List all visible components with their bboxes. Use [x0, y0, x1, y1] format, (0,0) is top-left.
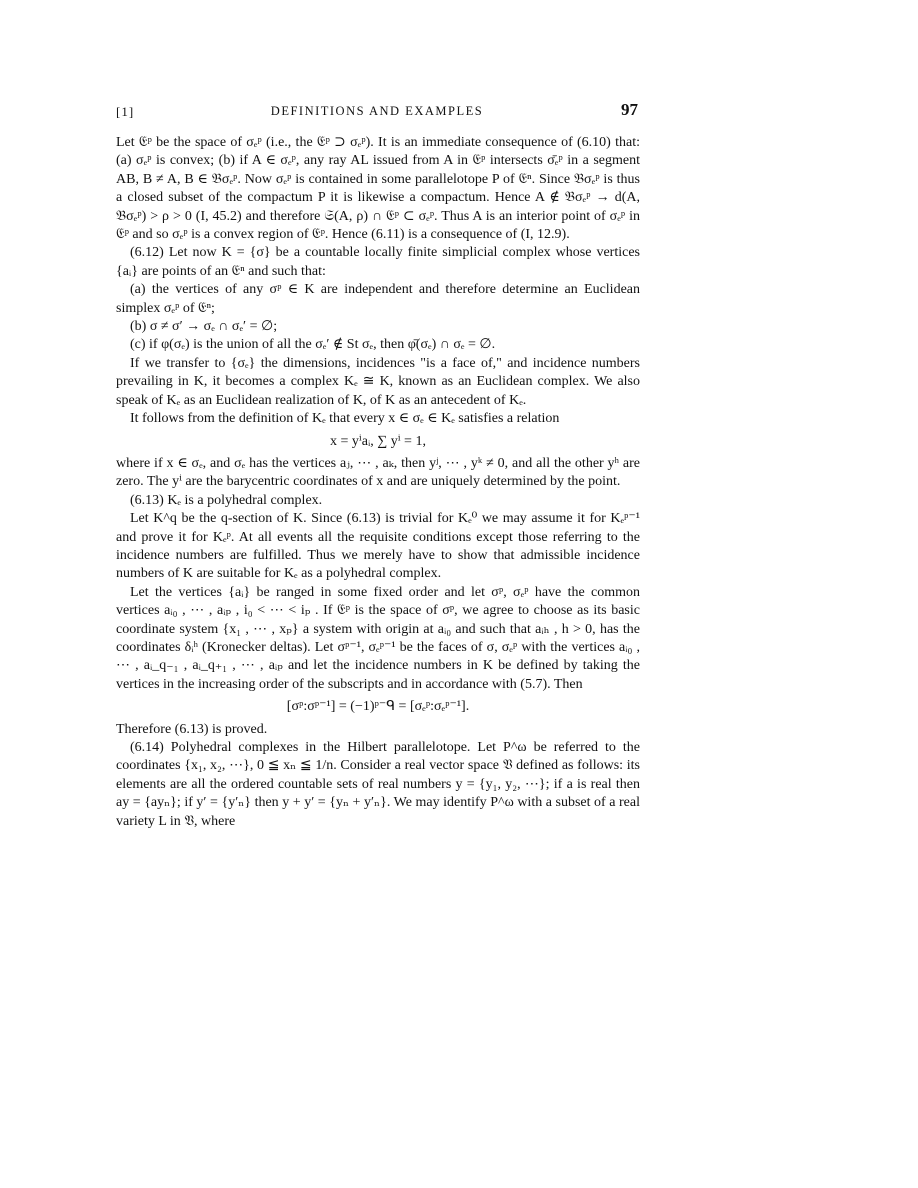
paragraph-euclidean-complex: If we transfer to {σₑ} the dimensions, incidences "is a face of," and incidence numbers prevailing in K, it becomes a complex Kₑ ≅ K, known as an Euclidean complex. We also speak of Kₑ as an Euclidean realization of K, of K as an antecedent of Kₑ. — [116, 355, 640, 408]
paragraph-barycentric: where if x ∈ σₑ, and σₑ has the vertices aⱼ, ⋯ , aₖ, then yʲ, ⋯ , yᵏ ≠ 0, and all the other yʰ are zero. The yⁱ are the barycentric coordinates of x and are uniquely determined by the point. — [116, 455, 640, 490]
equation-incidence: [σᵖ:σᵖ⁻¹] = (−1)ᵖ⁻ᑫ = [σₑᵖ:σₑᵖ⁻¹]. — [286, 699, 470, 715]
paragraph-6-14: (6.14) Polyhedral complexes in the Hilbert parallelotope. Let P^ω be referred to the coordinates {x₁, x₂, ⋯}, 0 ≦ xₙ ≦ 1/n. Consider a real vector space 𝔙 defined as follows: its elements are all the ordered countable sets of real numbers y = {y₁, y₂, ⋯}; if a is real then ay = {ayₙ}; if y′ = {y′ₙ} then y + y′ = {yₙ + y′ₙ}. We may identify P^ω with a subset of a real variety L in 𝔙, where — [116, 740, 640, 829]
paragraph-relation: It follows from the definition of Kₑ that every x ∈ σₑ ∈ Kₑ satisfies a relation — [130, 411, 560, 427]
equation-barycentric: x = yⁱaᵢ, ∑ yⁱ = 1, — [330, 433, 426, 449]
running-header — [116, 100, 638, 122]
paragraph-vertices-order: Let the vertices {aᵢ} be ranged in some fixed order and let σᵖ, σₑᵖ have the common vertices aᵢ₀ , ⋯ , aᵢₚ , i₀ < ⋯ < iₚ . If 𝔈ᵖ is the space of σᵖ, we agree to choose as its basic coordinate system {x₁ , ⋯ , xₚ} a system with origin at aᵢ₀ and such that aᵢₕ , h > 0, has the coordinates δᵢʰ (Kronecker deltas). Let σᵖ⁻¹, σₑᵖ⁻¹ be the faces of σ, σₑᵖ with the vertices aᵢ₀ , ⋯ , aᵢ_q₋₁ , aᵢ_q₊₁ , ⋯ , aᵢₚ and let the incidence numbers in K be defined by taking the vertices in the increasing order of the subscripts and in accordance with (5.7). Then — [116, 584, 640, 692]
page-number: 97 — [621, 100, 638, 119]
condition-c: (c) if φ(σₑ) is the union of all the σₑ′ ∉ St σₑ, then φ̄(σₑ) ∩ σₑ = ∅. — [130, 337, 496, 353]
page-body — [116, 134, 640, 831]
paragraph-q-section: Let K^q be the q-section of K. Since (6.13) is trivial for Kₑ⁰ we may assume it for Kₑᵖ⁻¹ and prove it for Kₑᵖ. At all events all the requisite conditions except those referring to the incidence numbers are fulfilled. Thus we merely have to show that admissible incidence numbers of K are suitable for Kₑ as a polyhedral complex. — [116, 511, 640, 582]
condition-b: (b) σ ≠ σ′ → σₑ ∩ σₑ′ = ∅; — [130, 319, 278, 335]
condition-a: (a) the vertices of any σᵖ ∈ K are independent and therefore determine an Euclidean simplex σₑᵖ of 𝔈ⁿ; — [116, 282, 640, 316]
section-marker: [1] — [116, 104, 135, 119]
chapter-title: DEFINITIONS AND EXAMPLES — [270, 104, 484, 118]
statement-6-13: (6.13) Kₑ is a polyhedral complex. — [130, 492, 323, 508]
paragraph-1: Let 𝔈ᵖ be the space of σₑᵖ (i.e., the 𝔈ᵖ ⊃ σₑᵖ). It is an immediate consequence of (6.10) that: (a) σₑᵖ is convex; (b) if A ∈ σₑᵖ, any ray AL issued from A in 𝔈ᵖ intersects σ̄ₑᵖ in a segment AB, B ≠ A, B ∈ 𝔅σₑᵖ. Now σₑᵖ is contained in some parallelotope P of 𝔈ⁿ. Since 𝔅σₑᵖ is thus a closed subset of the compactum P it is likewise a compactum. Hence A ∉ 𝔅σₑᵖ → d(A, 𝔅σₑᵖ) > ρ > 0 (I, 45.2) and therefore 𝔖(A, ρ) ∩ 𝔈ᵖ ⊂ σₑᵖ. Thus A is an interior point of σₑᵖ in 𝔈ᵖ and so σₑᵖ is a convex region of 𝔈ᵖ. Hence (6.11) is a consequence of (I, 12.9). — [116, 135, 640, 243]
paragraph-proved: Therefore (6.13) is proved. — [116, 721, 268, 737]
paragraph-6-12: (6.12) Let now K = {σ} be a countable locally finite simplicial complex whose vertices {aᵢ} are points of an 𝔈ⁿ and such that: — [116, 245, 640, 279]
